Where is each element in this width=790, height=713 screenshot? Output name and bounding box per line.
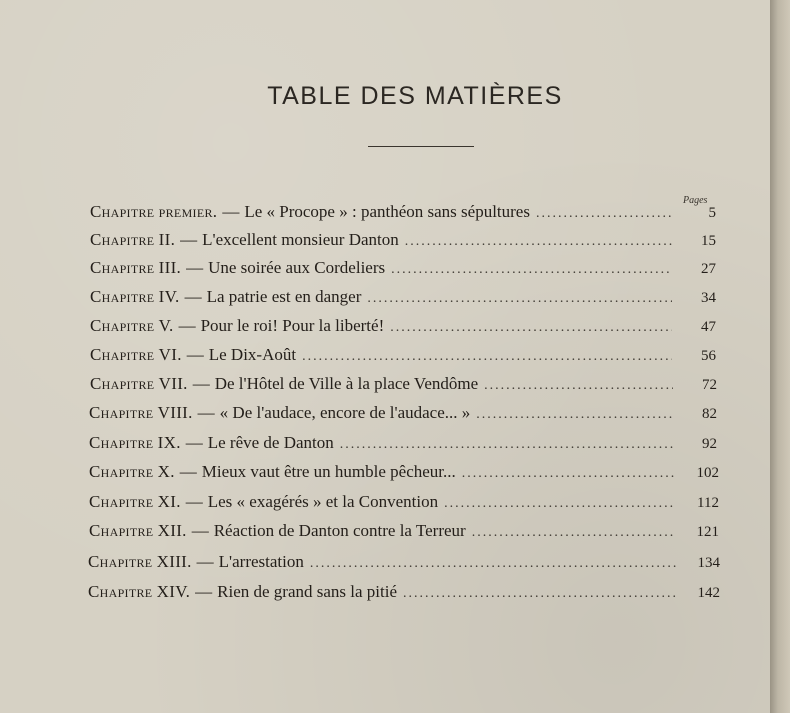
page-number: 72 <box>702 377 717 393</box>
page-number: 112 <box>697 495 719 511</box>
chapter-number: III. <box>158 258 182 277</box>
dot-leader <box>367 291 672 307</box>
chapter-title: Réaction de Danton contre la Terreur <box>213 521 466 540</box>
toc-row: Chapitre IX. — Le rêve de Danton ..... 92 <box>89 433 717 457</box>
toc-row: Chapitre XIV. — Rien de grand sans la pitié ..... 142 <box>88 582 720 606</box>
dot-leader <box>390 320 672 336</box>
toc-row: Chapitre X. — Mieux vaut être un humble pêcheur... ..... 102 <box>89 462 719 486</box>
page-number: 102 <box>696 465 719 481</box>
chapter-label: Chapitre <box>89 492 154 511</box>
chapter-label: Chapitre <box>88 552 153 571</box>
chapter-label: Chapitre <box>89 403 154 422</box>
page-title: TABLE DES MATIÈRES <box>267 82 563 110</box>
chapter-title: La patrie est en danger <box>206 287 362 306</box>
dot-leader <box>391 262 672 278</box>
chapter-label: Chapitre <box>90 258 155 277</box>
toc-row: Chapitre premier. — Le « Procope » : panthéon sans sépultures ..... 5 <box>90 202 716 226</box>
chapter-label: Chapitre <box>89 521 154 540</box>
chapter-title: Rien de grand sans la pitié <box>217 582 398 601</box>
dot-leader <box>484 378 673 394</box>
chapter-label: Chapitre <box>90 374 155 393</box>
chapter-number: X. <box>157 462 175 481</box>
chapter-title: Mieux vaut être un humble pêcheur... <box>201 462 456 481</box>
dot-leader <box>405 234 672 250</box>
chapter-number: VIII. <box>157 403 193 422</box>
chapter-number: premier. <box>158 202 218 221</box>
toc-row: Chapitre IV. — La patrie est en danger ..... 34 <box>90 287 716 311</box>
dot-leader <box>476 407 673 423</box>
dot-leader <box>340 437 673 453</box>
page-number: 5 <box>708 205 716 221</box>
chapter-label: Chapitre <box>90 230 155 249</box>
chapter-label: Chapitre <box>88 582 153 601</box>
dot-leader <box>403 586 676 602</box>
page-number: 92 <box>702 436 717 452</box>
pages-column-label: Pages <box>683 195 708 206</box>
toc-row: Chapitre V. — Pour le roi! Pour la liberté! ..... 47 <box>90 316 716 340</box>
dot-leader <box>462 466 675 482</box>
chapter-title: L'arrestation <box>218 552 304 571</box>
toc-row: Chapitre XIII. — L'arrestation ..... 134 <box>88 552 720 576</box>
chapter-label: Chapitre <box>89 462 154 481</box>
dot-leader <box>302 349 672 365</box>
chapter-title: Le rêve de Danton <box>207 433 334 452</box>
page-number: 56 <box>701 348 716 364</box>
page-number: 82 <box>702 406 717 422</box>
dot-leader <box>472 525 675 541</box>
chapter-number: V. <box>158 316 174 335</box>
chapter-number: IX. <box>157 433 181 452</box>
chapter-title: Pour le roi! Pour la liberté! <box>200 316 385 335</box>
chapter-label: Chapitre <box>90 316 155 335</box>
dot-leader <box>536 206 672 222</box>
toc-row: Chapitre VIII. — « De l'audace, encore de l'audace... » ..... 82 <box>89 403 717 427</box>
chapter-title: De l'Hôtel de Ville à la place Vendôme <box>214 374 479 393</box>
toc-row: Chapitre VII. — De l'Hôtel de Ville à la place Vendôme ..... 72 <box>90 374 717 398</box>
page-number: 34 <box>701 290 716 306</box>
dot-leader <box>310 556 676 572</box>
toc-row: Chapitre II. — L'excellent monsieur Danton ..... 15 <box>90 230 716 254</box>
page-number: 134 <box>697 555 720 571</box>
chapter-title: Le « Procope » : panthéon sans sépultures <box>244 202 530 221</box>
toc-row: Chapitre XI. — Les « exagérés » et la Convention ..... 112 <box>89 492 719 516</box>
chapter-number: IV. <box>158 287 180 306</box>
page-number: 47 <box>701 319 716 335</box>
chapter-label: Chapitre <box>89 433 154 452</box>
chapter-number: VI. <box>158 345 182 364</box>
page-number: 121 <box>696 524 719 540</box>
chapter-title: Le Dix-Août <box>208 345 297 364</box>
chapter-number: II. <box>158 230 176 249</box>
toc-row: Chapitre VI. — Le Dix-Août ..... 56 <box>90 345 716 369</box>
chapter-label: Chapitre <box>90 345 155 364</box>
chapter-number: XIII. <box>156 552 192 571</box>
chapter-title: L'excellent monsieur Danton <box>202 230 399 249</box>
chapter-title: « De l'audace, encore de l'audace... » <box>219 403 471 422</box>
page-number: 142 <box>697 585 720 601</box>
page-number: 27 <box>701 261 716 277</box>
chapter-number: XII. <box>157 521 187 540</box>
toc-row: Chapitre XII. — Réaction de Danton contre la Terreur ..... 121 <box>89 521 719 545</box>
chapter-label: Chapitre <box>90 287 155 306</box>
chapter-title: Les « exagérés » et la Convention <box>207 492 439 511</box>
dot-leader <box>444 496 675 512</box>
chapter-title: Une soirée aux Cordeliers <box>208 258 386 277</box>
page-number: 15 <box>701 233 716 249</box>
toc-row: Chapitre III. — Une soirée aux Cordeliers ..... 27 <box>90 258 716 282</box>
chapter-label: Chapitre <box>90 202 155 221</box>
chapter-number: XIV. <box>156 582 191 601</box>
chapter-number: VII. <box>158 374 188 393</box>
chapter-number: XI. <box>157 492 181 511</box>
